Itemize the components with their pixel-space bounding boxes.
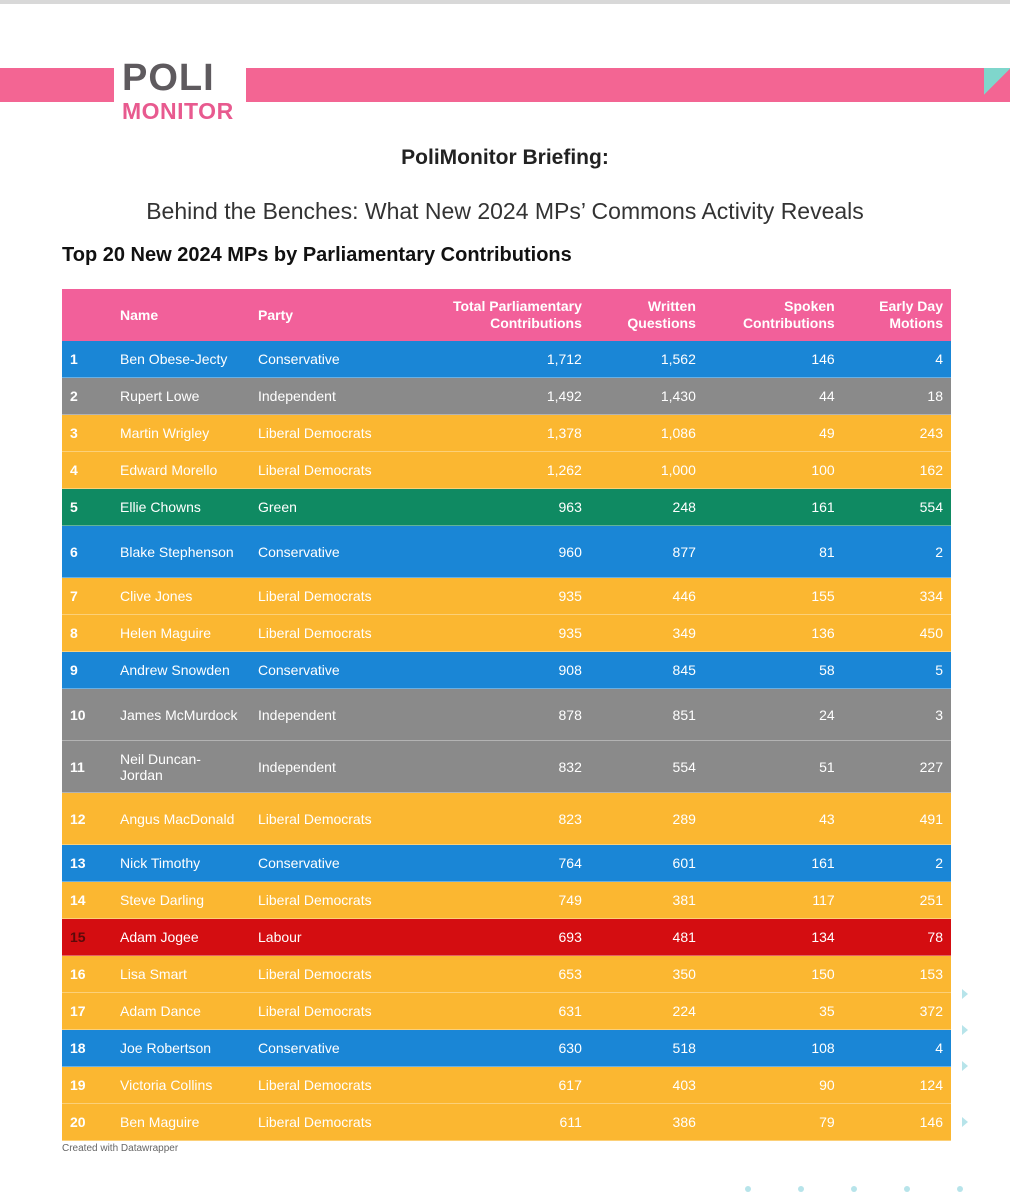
spoken-cell: 161: [704, 845, 843, 882]
table-row: [62, 956, 951, 993]
spoken-cell: 58: [704, 652, 843, 689]
name-cell: Steve Darling: [112, 882, 250, 919]
table-row: [62, 415, 951, 452]
edm-cell: 4: [843, 1030, 951, 1067]
edm-cell: 450: [843, 615, 951, 652]
rank-cell: 8: [62, 615, 112, 652]
decor-dot-icon: [798, 1186, 804, 1192]
column-header-rank: [62, 289, 112, 341]
edm-cell: 491: [843, 793, 951, 845]
written-cell: 349: [590, 615, 704, 652]
table-row: [62, 489, 951, 526]
rank-cell: 20: [62, 1104, 112, 1141]
table-row: [62, 1030, 951, 1067]
name-cell: Helen Maguire: [112, 615, 250, 652]
rank-cell: 17: [62, 993, 112, 1030]
spoken-cell: 49: [704, 415, 843, 452]
table-row: [62, 341, 951, 378]
rank-cell: 13: [62, 845, 112, 882]
name-cell: Ben Obese-Jecty: [112, 341, 250, 378]
table-row: [62, 378, 951, 415]
rank-cell: 3: [62, 415, 112, 452]
table-row: [62, 578, 951, 615]
table-row: [62, 845, 951, 882]
total-cell: 832: [406, 741, 590, 793]
written-cell: 1,000: [590, 452, 704, 489]
top-border: [0, 0, 1010, 4]
decor-triangle-icon: [962, 989, 968, 999]
edm-cell: 372: [843, 993, 951, 1030]
column-header-spoken: Spoken Contributions: [704, 289, 843, 341]
decor-dot-icon: [745, 1186, 751, 1192]
written-cell: 1,086: [590, 415, 704, 452]
edm-cell: 124: [843, 1067, 951, 1104]
total-cell: 960: [406, 526, 590, 578]
spoken-cell: 35: [704, 993, 843, 1030]
written-cell: 350: [590, 956, 704, 993]
spoken-cell: 43: [704, 793, 843, 845]
spoken-cell: 136: [704, 615, 843, 652]
rank-cell: 4: [62, 452, 112, 489]
total-cell: 1,378: [406, 415, 590, 452]
total-cell: 823: [406, 793, 590, 845]
name-cell: Adam Dance: [112, 993, 250, 1030]
edm-cell: 78: [843, 919, 951, 956]
edm-cell: 3: [843, 689, 951, 741]
name-cell: Edward Morello: [112, 452, 250, 489]
written-cell: 224: [590, 993, 704, 1030]
name-cell: James McMurdock: [112, 689, 250, 741]
rank-cell: 16: [62, 956, 112, 993]
spoken-cell: 146: [704, 341, 843, 378]
column-header-total: Total Parliamentary Contributions: [406, 289, 590, 341]
logo-poli: POLI: [122, 57, 215, 99]
datawrapper-credit: Created with Datawrapper: [62, 1143, 179, 1154]
decor-triangle-icon: [962, 1117, 968, 1127]
edm-cell: 2: [843, 526, 951, 578]
party-cell: Liberal Democrats: [250, 956, 406, 993]
rank-cell: 6: [62, 526, 112, 578]
table-row: [62, 615, 951, 652]
table-row: [62, 652, 951, 689]
edm-cell: 554: [843, 489, 951, 526]
written-cell: 601: [590, 845, 704, 882]
edm-cell: 334: [843, 578, 951, 615]
total-cell: 630: [406, 1030, 590, 1067]
decor-dot-icon: [904, 1186, 910, 1192]
table-row: [62, 1104, 951, 1141]
rank-cell: 9: [62, 652, 112, 689]
name-cell: Andrew Snowden: [112, 652, 250, 689]
spoken-cell: 161: [704, 489, 843, 526]
written-cell: 877: [590, 526, 704, 578]
decor-triangle-icon: [962, 1025, 968, 1035]
column-header-name: Name: [112, 289, 250, 341]
table-row: [62, 993, 951, 1030]
written-cell: 248: [590, 489, 704, 526]
rank-cell: 10: [62, 689, 112, 741]
spoken-cell: 79: [704, 1104, 843, 1141]
edm-cell: 5: [843, 652, 951, 689]
total-cell: 878: [406, 689, 590, 741]
table-row: [62, 526, 951, 578]
table-row: [62, 919, 951, 956]
party-cell: Independent: [250, 741, 406, 793]
total-cell: 611: [406, 1104, 590, 1141]
total-cell: 908: [406, 652, 590, 689]
table-title: Top 20 New 2024 MPs by Parliamentary Contributions: [62, 244, 572, 266]
party-cell: Liberal Democrats: [250, 993, 406, 1030]
party-cell: Liberal Democrats: [250, 452, 406, 489]
edm-cell: 146: [843, 1104, 951, 1141]
written-cell: 845: [590, 652, 704, 689]
written-cell: 851: [590, 689, 704, 741]
written-cell: 1,430: [590, 378, 704, 415]
spoken-cell: 117: [704, 882, 843, 919]
name-cell: Blake Stephenson: [112, 526, 250, 578]
rank-cell: 11: [62, 741, 112, 793]
rank-cell: 2: [62, 378, 112, 415]
written-cell: 446: [590, 578, 704, 615]
total-cell: 935: [406, 578, 590, 615]
party-cell: Green: [250, 489, 406, 526]
name-cell: Victoria Collins: [112, 1067, 250, 1104]
party-cell: Liberal Democrats: [250, 615, 406, 652]
total-cell: 963: [406, 489, 590, 526]
total-cell: 617: [406, 1067, 590, 1104]
party-cell: Labour: [250, 919, 406, 956]
name-cell: Ben Maguire: [112, 1104, 250, 1141]
briefing-label: PoliMonitor Briefing:: [401, 146, 609, 169]
name-cell: Nick Timothy: [112, 845, 250, 882]
rank-cell: 18: [62, 1030, 112, 1067]
party-cell: Liberal Democrats: [250, 578, 406, 615]
written-cell: 1,562: [590, 341, 704, 378]
column-header-written: Written Questions: [590, 289, 704, 341]
spoken-cell: 108: [704, 1030, 843, 1067]
party-cell: Liberal Democrats: [250, 882, 406, 919]
name-cell: Clive Jones: [112, 578, 250, 615]
party-cell: Conservative: [250, 845, 406, 882]
written-cell: 518: [590, 1030, 704, 1067]
rank-cell: 1: [62, 341, 112, 378]
edm-cell: 227: [843, 741, 951, 793]
column-header-edm: Early Day Motions: [843, 289, 951, 341]
decor-triangle-icon: [962, 1061, 968, 1071]
edm-cell: 4: [843, 341, 951, 378]
spoken-cell: 51: [704, 741, 843, 793]
edm-cell: 2: [843, 845, 951, 882]
page-subtitle: Behind the Benches: What New 2024 MPs’ Commons Activity Reveals: [146, 198, 864, 224]
party-cell: Liberal Democrats: [250, 793, 406, 845]
total-cell: 935: [406, 615, 590, 652]
decor-dot-icon: [851, 1186, 857, 1192]
edm-cell: 18: [843, 378, 951, 415]
party-cell: Independent: [250, 689, 406, 741]
party-cell: Independent: [250, 378, 406, 415]
written-cell: 289: [590, 793, 704, 845]
name-cell: Angus MacDonald: [112, 793, 250, 845]
written-cell: 481: [590, 919, 704, 956]
party-cell: Conservative: [250, 526, 406, 578]
name-cell: Rupert Lowe: [112, 378, 250, 415]
written-cell: 381: [590, 882, 704, 919]
total-cell: 1,492: [406, 378, 590, 415]
rank-cell: 7: [62, 578, 112, 615]
total-cell: 693: [406, 919, 590, 956]
spoken-cell: 155: [704, 578, 843, 615]
table-row: [62, 741, 951, 793]
rank-cell: 19: [62, 1067, 112, 1104]
rank-cell: 5: [62, 489, 112, 526]
party-cell: Liberal Democrats: [250, 1104, 406, 1141]
spoken-cell: 100: [704, 452, 843, 489]
total-cell: 631: [406, 993, 590, 1030]
name-cell: Ellie Chowns: [112, 489, 250, 526]
spoken-cell: 90: [704, 1067, 843, 1104]
party-cell: Conservative: [250, 341, 406, 378]
spoken-cell: 24: [704, 689, 843, 741]
table-row: [62, 793, 951, 845]
rank-cell: 14: [62, 882, 112, 919]
mp-contributions-table: [62, 289, 951, 1141]
name-cell: Neil Duncan-Jordan: [112, 741, 250, 793]
total-cell: 749: [406, 882, 590, 919]
party-cell: Conservative: [250, 652, 406, 689]
decor-dot-icon: [957, 1186, 963, 1192]
total-cell: 1,712: [406, 341, 590, 378]
logo-monitor: MONITOR: [122, 98, 234, 124]
party-cell: Liberal Democrats: [250, 415, 406, 452]
spoken-cell: 134: [704, 919, 843, 956]
name-cell: Adam Jogee: [112, 919, 250, 956]
spoken-cell: 81: [704, 526, 843, 578]
party-cell: Conservative: [250, 1030, 406, 1067]
table-row: [62, 689, 951, 741]
spoken-cell: 150: [704, 956, 843, 993]
table-row: [62, 882, 951, 919]
band-accent: [984, 68, 1010, 102]
written-cell: 554: [590, 741, 704, 793]
table-header-row: [62, 289, 951, 341]
total-cell: 764: [406, 845, 590, 882]
total-cell: 653: [406, 956, 590, 993]
rank-cell: 15: [62, 919, 112, 956]
edm-cell: 251: [843, 882, 951, 919]
edm-cell: 243: [843, 415, 951, 452]
table-row: [62, 452, 951, 489]
total-cell: 1,262: [406, 452, 590, 489]
name-cell: Lisa Smart: [112, 956, 250, 993]
table-row: [62, 1067, 951, 1104]
spoken-cell: 44: [704, 378, 843, 415]
name-cell: Martin Wrigley: [112, 415, 250, 452]
edm-cell: 153: [843, 956, 951, 993]
edm-cell: 162: [843, 452, 951, 489]
written-cell: 403: [590, 1067, 704, 1104]
written-cell: 386: [590, 1104, 704, 1141]
name-cell: Joe Robertson: [112, 1030, 250, 1067]
rank-cell: 12: [62, 793, 112, 845]
party-cell: Liberal Democrats: [250, 1067, 406, 1104]
column-header-party: Party: [250, 289, 406, 341]
